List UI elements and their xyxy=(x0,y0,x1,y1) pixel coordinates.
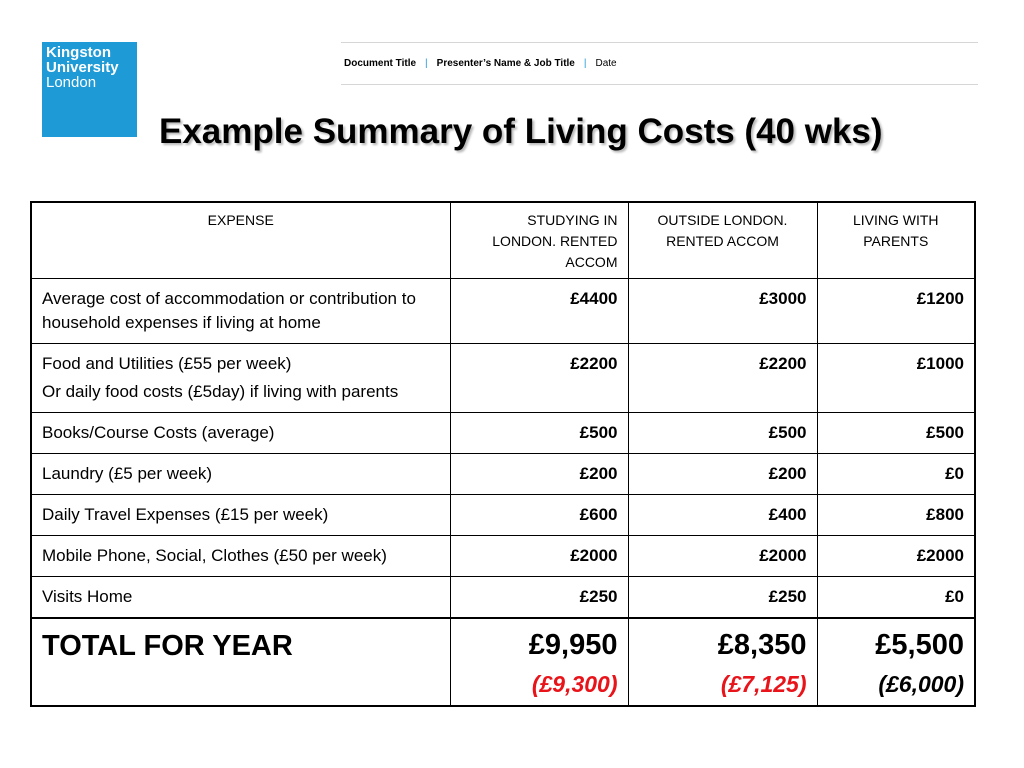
total-cell xyxy=(450,618,628,706)
table-row xyxy=(31,344,975,413)
value-cell: £2000 xyxy=(450,536,628,577)
header-date: Date xyxy=(595,58,617,69)
column-header-with-parents: LIVING WITH PARENTS xyxy=(817,202,975,279)
expense-cell xyxy=(31,413,450,454)
value-cell: £800 xyxy=(817,495,975,536)
table-row xyxy=(31,413,975,454)
value-cell: £500 xyxy=(628,413,817,454)
alternative-total: (£7,125) xyxy=(720,671,807,697)
document-title: Document Title xyxy=(344,58,417,69)
total-value: £9,950 xyxy=(528,629,618,661)
total-row xyxy=(31,618,975,706)
alternative-total: (£9,300) xyxy=(531,671,618,697)
expense-cell xyxy=(31,536,450,577)
logo-line-2: University xyxy=(46,59,119,76)
column-header-london: STUDYING IN LONDON. RENTED ACCOM xyxy=(450,202,628,279)
expense-cell xyxy=(31,454,450,495)
expense-cell xyxy=(31,577,450,619)
value-cell: £200 xyxy=(628,454,817,495)
table-row xyxy=(31,279,975,344)
total-value: £8,350 xyxy=(717,629,807,661)
column-header-expense: EXPENSE xyxy=(31,202,450,279)
value-cell: £3000 xyxy=(628,279,817,344)
value-cell: £500 xyxy=(817,413,975,454)
value-cell: £500 xyxy=(450,413,628,454)
expense-cell xyxy=(31,279,450,344)
value-cell: £2000 xyxy=(817,536,975,577)
value-cell: £200 xyxy=(450,454,628,495)
value-cell: £1200 xyxy=(817,279,975,344)
table-row xyxy=(31,495,975,536)
expense-label: Food and Utilities (£55 per week) xyxy=(42,354,292,373)
presenter-name: Presenter’s Name & Job Title xyxy=(436,58,575,69)
total-label: TOTAL FOR YEAR xyxy=(31,618,450,706)
value-cell: £250 xyxy=(450,577,628,619)
total-cell xyxy=(817,618,975,706)
expense-label: Daily Travel Expenses (£15 per week) xyxy=(42,505,329,524)
university-logo xyxy=(42,42,137,137)
table-row xyxy=(31,536,975,577)
living-costs-table xyxy=(30,201,976,707)
value-cell: £2200 xyxy=(450,344,628,413)
expense-label: Mobile Phone, Social, Clothes (£50 per week) xyxy=(42,546,387,565)
value-cell: £2000 xyxy=(628,536,817,577)
value-cell: £1000 xyxy=(817,344,975,413)
value-cell: £0 xyxy=(817,577,975,619)
alternative-total: (£6,000) xyxy=(878,671,964,697)
header-separator: | xyxy=(425,58,428,69)
value-cell: £0 xyxy=(817,454,975,495)
value-cell: £2200 xyxy=(628,344,817,413)
expense-cell xyxy=(31,495,450,536)
table-header-row xyxy=(31,202,975,279)
slide-title: Example Summary of Living Costs (40 wks) xyxy=(159,112,883,151)
expense-cell xyxy=(31,344,450,413)
expense-label: Or daily food costs (£5day) if living with parents xyxy=(42,382,399,401)
total-value: £5,500 xyxy=(875,629,964,661)
total-cell xyxy=(628,618,817,706)
expense-label: Visits Home xyxy=(42,587,133,606)
expense-label: Average cost of accommodation or contribution to household expenses if living at home xyxy=(42,289,416,332)
header-separator: | xyxy=(583,58,587,69)
value-cell: £250 xyxy=(628,577,817,619)
table-row xyxy=(31,454,975,495)
document-header xyxy=(341,42,978,85)
table-row xyxy=(31,577,975,619)
value-cell: £4400 xyxy=(450,279,628,344)
logo-line-1: Kingston xyxy=(46,44,111,61)
value-cell: £600 xyxy=(450,495,628,536)
logo-line-3: London xyxy=(46,74,97,91)
expense-label: Laundry (£5 per week) xyxy=(42,464,213,483)
expense-label: Books/Course Costs (average) xyxy=(42,423,275,442)
column-header-outside-london: OUTSIDE LONDON. RENTED ACCOM xyxy=(628,202,817,279)
value-cell: £400 xyxy=(628,495,817,536)
